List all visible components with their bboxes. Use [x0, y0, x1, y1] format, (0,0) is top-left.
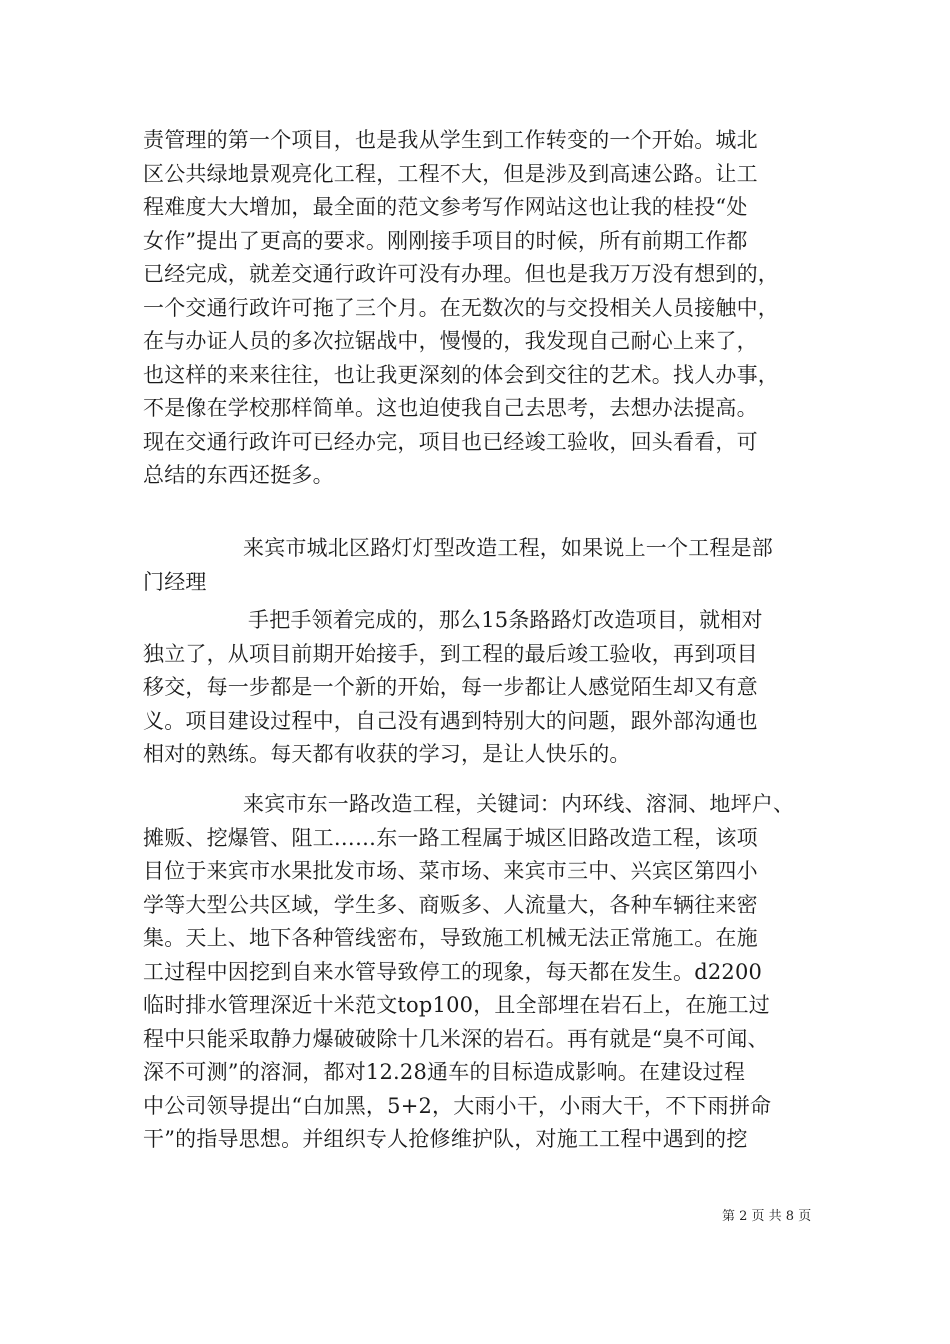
- paragraph-line: 区公共绿地景观亮化工程，工程不大，但是涉及到高速公路。让工: [143, 161, 758, 186]
- paragraph-line: 集。天上、地下各种管线密布，导致施工机械无法正常施工。在施: [143, 926, 758, 950]
- paragraph-line: 工过程中因挖到自来水管导致停工的现象，每天都在发生。d2200: [143, 959, 763, 984]
- paragraph-line: 深不可测”的溶洞，都对12.28通车的目标造成影响。在建设过程: [143, 1060, 746, 1084]
- paragraph-line: 相对的熟练。每天都有收获的学习，是让人快乐的。: [143, 742, 631, 766]
- paragraph-line: 总结的东西还挺多。: [143, 463, 334, 487]
- paragraph-line: 已经完成，就差交通行政许可没有办理。但也是我万万没有想到的，: [143, 262, 779, 286]
- paragraph-line: 摊贩、挖爆管、阻工……东一路工程属于城区旧路改造工程，该项: [143, 825, 758, 850]
- paragraph-line: 学等大型公共区域，学生多、商贩多、人流量大，各种车辆往来密: [143, 892, 758, 917]
- paragraph-line: 现在交通行政许可已经办完，项目也已经竣工验收，回头看看，可: [143, 429, 758, 454]
- paragraph-2: [143, 532, 811, 599]
- page-number-footer: 第 2 页 共 8 页: [722, 1209, 812, 1224]
- paragraph-line: 移交，每一步都是一个新的开始，每一步都让人感觉陌生却又有意: [143, 675, 758, 699]
- paragraph-line: 责管理的第一个项目，也是我从学生到工作转变的一个开始。城北: [143, 128, 758, 152]
- paragraph-line: 手把手领着完成的，那么15条路路灯改造项目，就相对: [248, 608, 763, 632]
- paragraph-line: 独立了，从项目前期开始接手，到工程的最后竣工验收，再到项目: [143, 641, 758, 666]
- paragraph-line: 不是像在学校那样简单。这也迫使我自己去思考，去想办法提高。: [143, 396, 758, 420]
- paragraph-line: 临时排水管理深近十米范文top100，且全部埋在岩石上，在施工过: [143, 993, 771, 1017]
- paragraph-line: 来宾市东一路改造工程，关键词：内环线、溶洞、地坪户、: [243, 792, 795, 816]
- paragraph-4: [143, 788, 811, 1157]
- paragraph-line: 程中只能采取静力爆破破除十几米深的岩石。再有就是“臭不可闻、: [143, 1026, 769, 1051]
- paragraph-line: 程难度大大增加，最全面的范文参考写作网站这也让我的桂投“处: [143, 195, 748, 219]
- paragraph-3: [143, 604, 811, 772]
- paragraph-line: 一个交通行政许可拖了三个月。在无数次的与交投相关人员接触中，: [143, 295, 779, 320]
- paragraph-line: 干”的指导思想。并组织专人抢修维护队，对施工工程中遇到的挖: [143, 1127, 748, 1151]
- paragraph-1: [143, 124, 811, 493]
- paragraph-line: 也这样的来来往往，也让我更深刻的体会到交往的艺术。找人办事，: [143, 362, 779, 387]
- paragraph-line: 女作”提出了更高的要求。刚刚接手项目的时候，所有前期工作都: [143, 228, 748, 253]
- paragraph-line: 来宾市城北区路灯灯型改造工程，如果说上一个工程是部: [243, 536, 773, 560]
- paragraph-line: 义。项目建设过程中，自己没有遇到特别大的问题，跟外部沟通也: [143, 708, 758, 733]
- paragraph-line: 门经理: [143, 569, 207, 594]
- paragraph-line: 在与办证人员的多次拉锯战中，慢慢的，我发现自己耐心上来了，: [143, 329, 758, 353]
- paragraph-line: 中公司领导提出“白加黑，5+2，大雨小干，小雨大干，不下雨拼命: [143, 1093, 772, 1118]
- paragraph-line: 目位于来宾市水果批发市场、菜市场、来宾市三中、兴宾区第四小: [143, 859, 758, 883]
